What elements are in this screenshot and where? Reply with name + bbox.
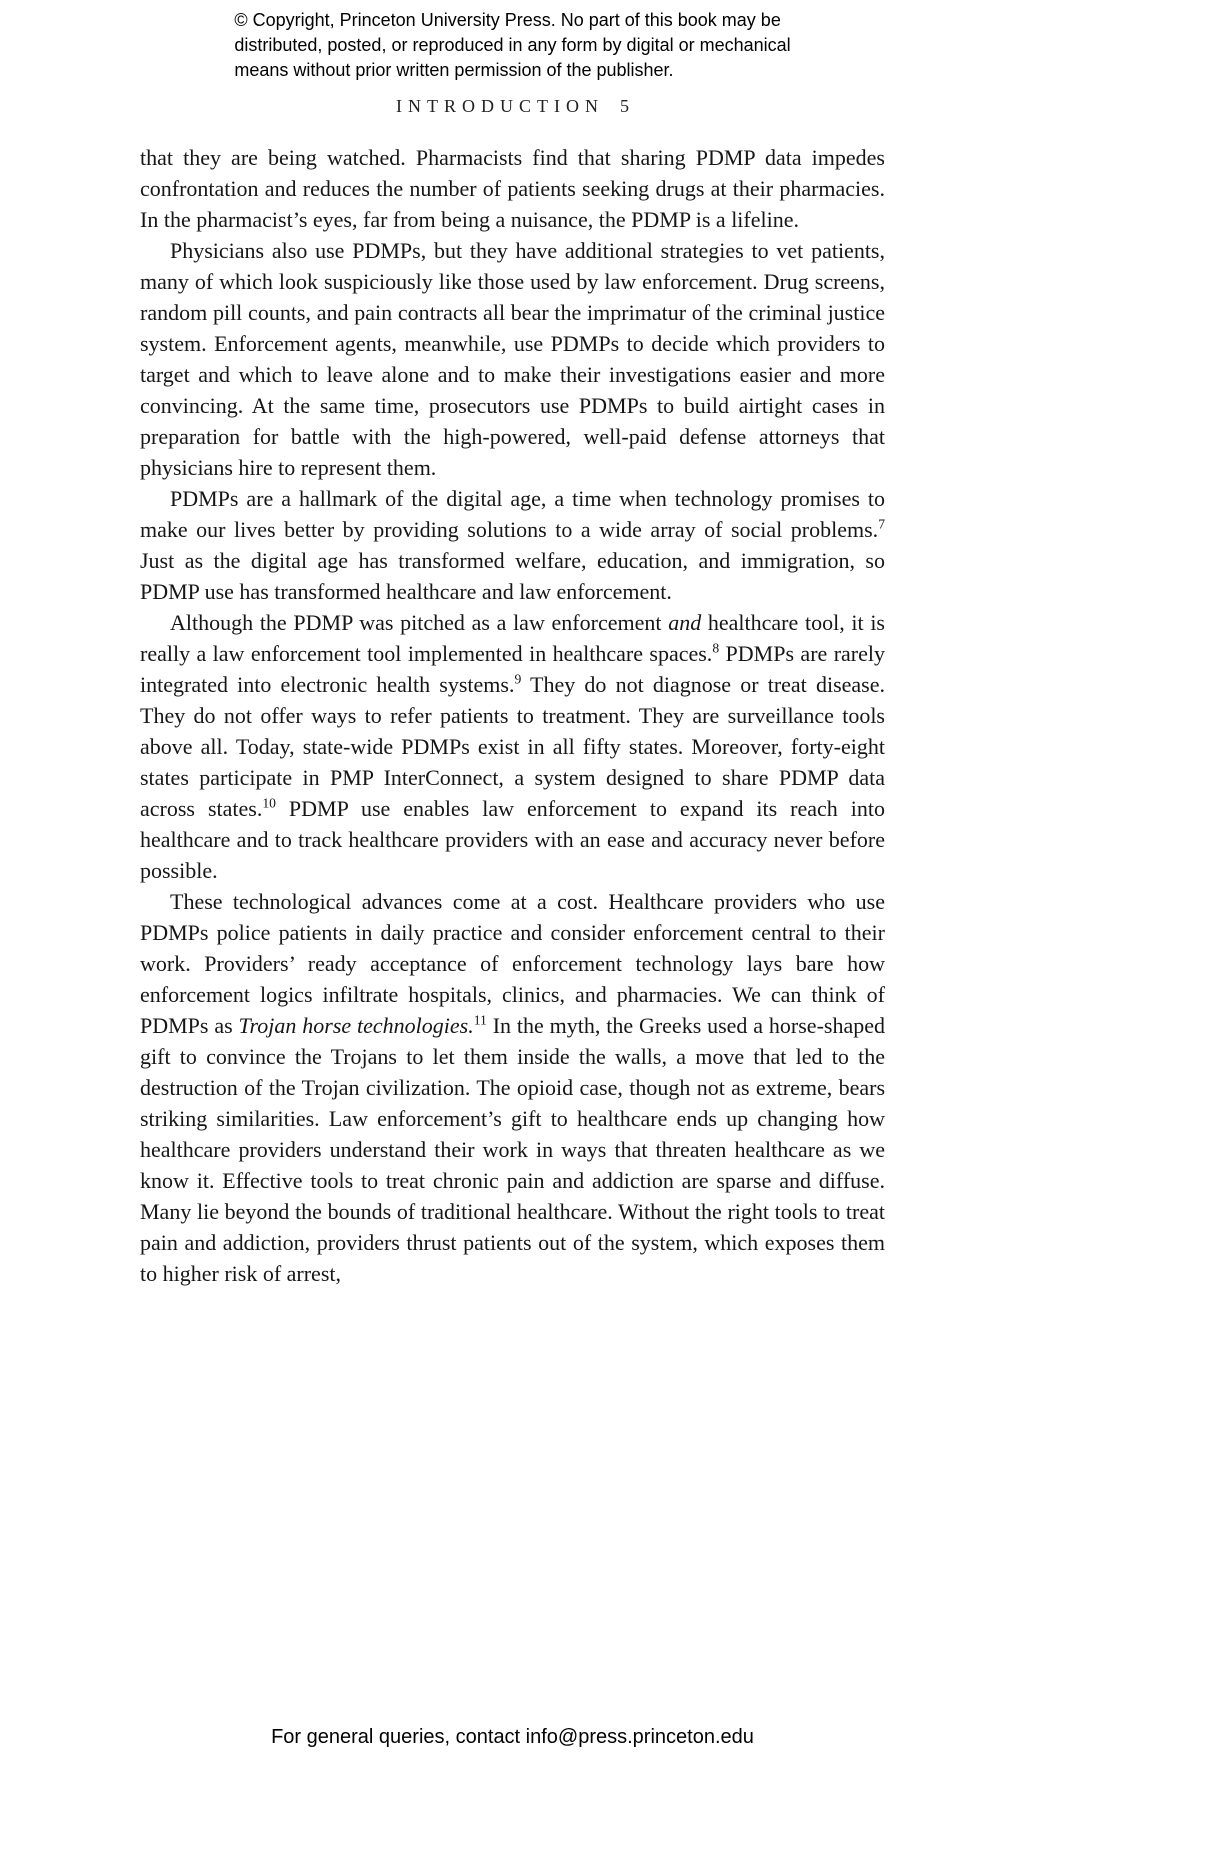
text-run: Just as the digital age has transformed welfare, education, and immigration, so PDMP use has transformed healthcare and law enforcement. [140, 548, 885, 604]
paragraph [140, 886, 885, 1289]
footnote-reference: 11 [473, 1012, 487, 1028]
page-number: 5 [619, 96, 629, 116]
copyright-text [234, 8, 790, 83]
text-run: These technological advances come at a cost. Healthcare providers who use PDMPs police patients in daily practice and consider enforcement central to their work. Providers’ ready acceptance of enforcement technology lays bare how enforcement logics infiltrate hospitals, clinics, and pharmacies. We can think of PDMPs as [140, 889, 885, 1038]
copyright-line-3: means without prior written permission of the publisher. [234, 60, 674, 80]
page-footer [140, 1726, 885, 1749]
footnote-reference: 7 [878, 516, 885, 532]
copyright-line-1: © Copyright, Princeton University Press. No part of this book may be [234, 10, 781, 30]
text-run: PDMP use enables law enforcement to expand its reach into healthcare and to track healthcare providers with an ease and accuracy never before possible. [140, 796, 885, 883]
footnote-reference: 8 [712, 640, 720, 656]
running-head [140, 96, 885, 117]
text-run: In the myth, the Greeks used a horse-shaped gift to convince the Trojans to let them inside the walls, a move that led to the destruction of the Trojan civilization. The opioid case, though not as extreme, bears striking similarities. Law enforcement’s gift to healthcare ends up changing how healthcare providers understand their work in ways that threaten healthcare as we know it. Effective tools to treat chronic pain and addiction are sparse and diffuse. Many lie beyond the bounds of traditional healthcare. Without the right tools to treat pain and addiction, providers thrust patients out of the system, which exposes them to higher risk of arrest, [140, 1013, 885, 1286]
paragraph [140, 142, 885, 235]
italic-text: and [668, 610, 702, 635]
section-title: INTRODUCTION [396, 96, 604, 116]
footnote-reference: 10 [262, 795, 276, 811]
text-run: They do not diagnose or treat disease. They do not offer ways to refer patients to treatment. They are surveillance tools above all. Today, state-wide PDMPs exist in all fifty states. Moreover, forty-eight states participate in PMP InterConnect, a system designed to share PDMP data across states. [140, 672, 885, 821]
paragraph [140, 607, 885, 886]
text-run: PDMPs are a hallmark of the digital age, a time when technology promises to make our lives better by providing solutions to a wide array of social problems. [140, 486, 885, 542]
text-run: healthcare tool, it is really a law enforcement tool implemented in healthcare spaces. [140, 610, 885, 666]
text-run: Although the PDMP was pitched as a law enforcement [170, 610, 669, 635]
text-run: Physicians also use PDMPs, but they have additional strategies to vet patients, many of which look suspiciously like those used by law enforcement. Drug screens, random pill counts, and pain contracts all bear the imprimatur of the criminal justice system. Enforcement agents, meanwhile, use PDMPs to decide which providers to target and which to leave alone and to make their investigations easier and more convincing. At the same time, prosecutors use PDMPs to build airtight cases in preparation for battle with the high-powered, well-paid defense attorneys that physicians hire to represent them. [140, 238, 885, 480]
paragraph [140, 483, 885, 607]
italic-text: Trojan horse technologies. [238, 1013, 474, 1038]
body-text [140, 142, 885, 1289]
footer-contact-line: For general queries, contact info@press.princeton.edu [271, 1726, 754, 1748]
copyright-line-2: distributed, posted, or reproduced in any form by digital or mechanical [234, 35, 791, 55]
text-run: PDMPs are rarely integrated into electronic health systems. [140, 641, 885, 697]
paragraph [140, 235, 885, 483]
footnote-reference: 9 [514, 671, 522, 687]
copyright-notice [140, 8, 885, 83]
text-run: that they are being watched. Pharmacists find that sharing PDMP data impedes confrontation and reduces the number of patients seeking drugs at their pharmacies. In the pharmacist’s eyes, far from being a nuisance, the PDMP is a lifeline. [140, 145, 885, 232]
